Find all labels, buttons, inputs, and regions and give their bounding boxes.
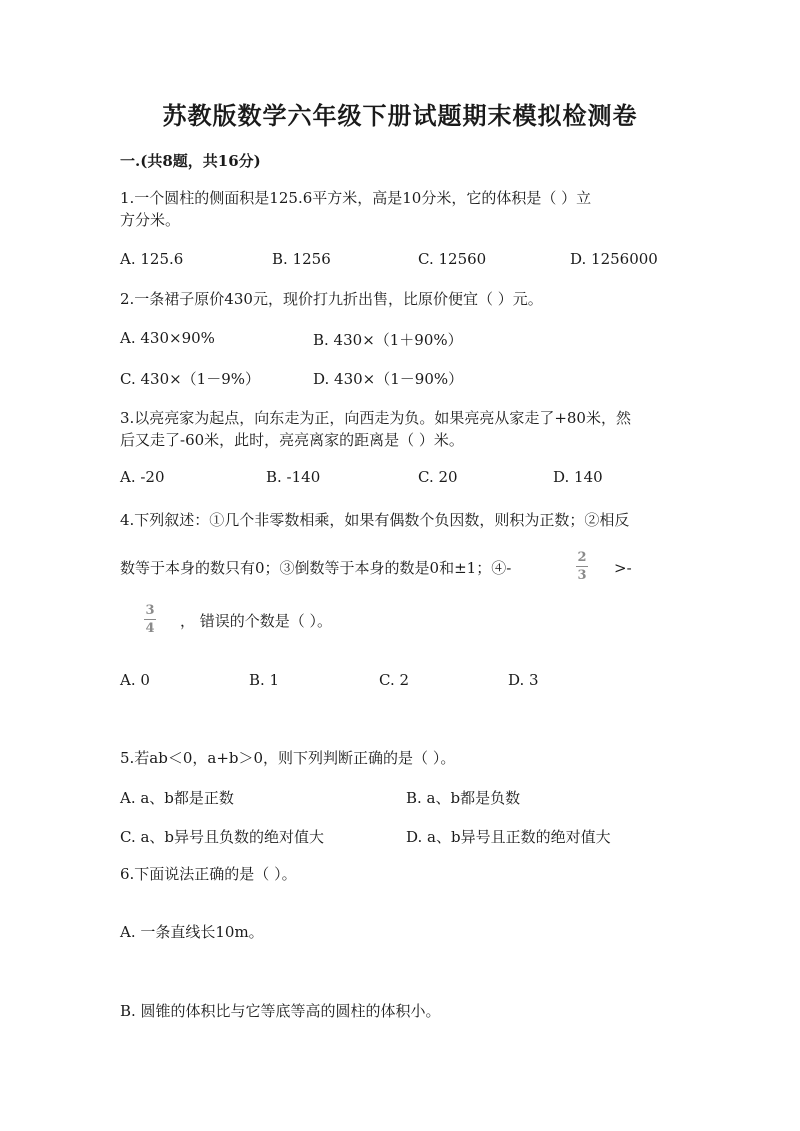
- fraction-bar: [576, 566, 588, 567]
- question-1-option-a: A. 125.6: [120, 250, 184, 268]
- question-3-option-a: A. -20: [120, 468, 165, 486]
- fraction-denominator: 3: [577, 568, 587, 583]
- question-5-option-b: B. a、b都是负数: [406, 789, 521, 807]
- question-4-line-3: ， 错误的个数是（ ）。: [180, 612, 333, 630]
- question-4-option-b: B. 1: [249, 671, 280, 689]
- question-4-option-d: D. 3: [508, 671, 539, 689]
- fraction-denominator: 4: [145, 621, 155, 636]
- fraction-numerator: 3: [145, 603, 155, 618]
- fraction-three-quarters: [144, 603, 156, 636]
- question-3-line-1: 3.以亮亮家为起点，向东走为正，向西走为负。如果亮亮从家走了+80米，然: [120, 409, 631, 427]
- question-4-option-a: A. 0: [120, 671, 150, 689]
- question-2-option-c: C. 430×（1－9%）: [120, 370, 261, 388]
- question-3-option-d: D. 140: [553, 468, 603, 486]
- question-5-option-a: A. a、b都是正数: [120, 789, 234, 807]
- question-2-option-a: A. 430×90%: [120, 329, 215, 347]
- question-2-option-b: B. 430×（1＋90%）: [313, 331, 463, 349]
- question-4-option-c: C. 2: [379, 671, 410, 689]
- fraction-numerator: 2: [577, 550, 587, 565]
- question-4-line-2: 数等于本身的数只有0；③倒数等于本身的数是0和±1；④-: [120, 559, 512, 577]
- page-title: 苏教版数学六年级下册试题期末模拟检测卷: [162, 101, 638, 130]
- question-5-text: 5.若ab＜0，a+b＞0，则下列判断正确的是（ ）。: [120, 749, 456, 767]
- section-heading: 一.(共8题，共16分): [120, 152, 261, 170]
- question-1-line-1: 1.一个圆柱的侧面积是125.6平方米，高是10分米，它的体积是（ ）立: [120, 189, 592, 207]
- question-4-line-1: 4.下列叙述：①几个非零数相乘，如果有偶数个负因数，则积为正数；②相反: [120, 511, 630, 529]
- question-3-option-b: B. -140: [266, 468, 321, 486]
- question-2-text: 2.一条裙子原价430元，现价打九折出售，比原价便宜（ ）元。: [120, 290, 543, 308]
- question-1-option-c: C. 12560: [418, 250, 487, 268]
- question-6-option-a: A. 一条直线长10m。: [120, 923, 264, 941]
- question-3-option-c: C. 20: [418, 468, 458, 486]
- question-1-line-2: 方分米。: [120, 211, 181, 229]
- question-2-option-d: D. 430×（1－90%）: [313, 370, 464, 388]
- question-1-option-d: D. 1256000: [570, 250, 658, 268]
- question-5-option-d: D. a、b异号且正数的绝对值大: [406, 828, 611, 846]
- question-3-line-2: 后又走了-60米，此时，亮亮离家的距离是（ ）米。: [120, 431, 464, 449]
- question-5-option-c: C. a、b异号且负数的绝对值大: [120, 828, 325, 846]
- greater-than-negative: >-: [614, 559, 632, 577]
- question-1-option-b: B. 1256: [272, 250, 331, 268]
- question-6-option-b: B. 圆锥的体积比与它等底等高的圆柱的体积小。: [120, 1002, 441, 1020]
- fraction-two-thirds: [576, 550, 588, 583]
- fraction-bar: [144, 619, 156, 620]
- question-6-text: 6.下面说法正确的是（ ）。: [120, 865, 297, 883]
